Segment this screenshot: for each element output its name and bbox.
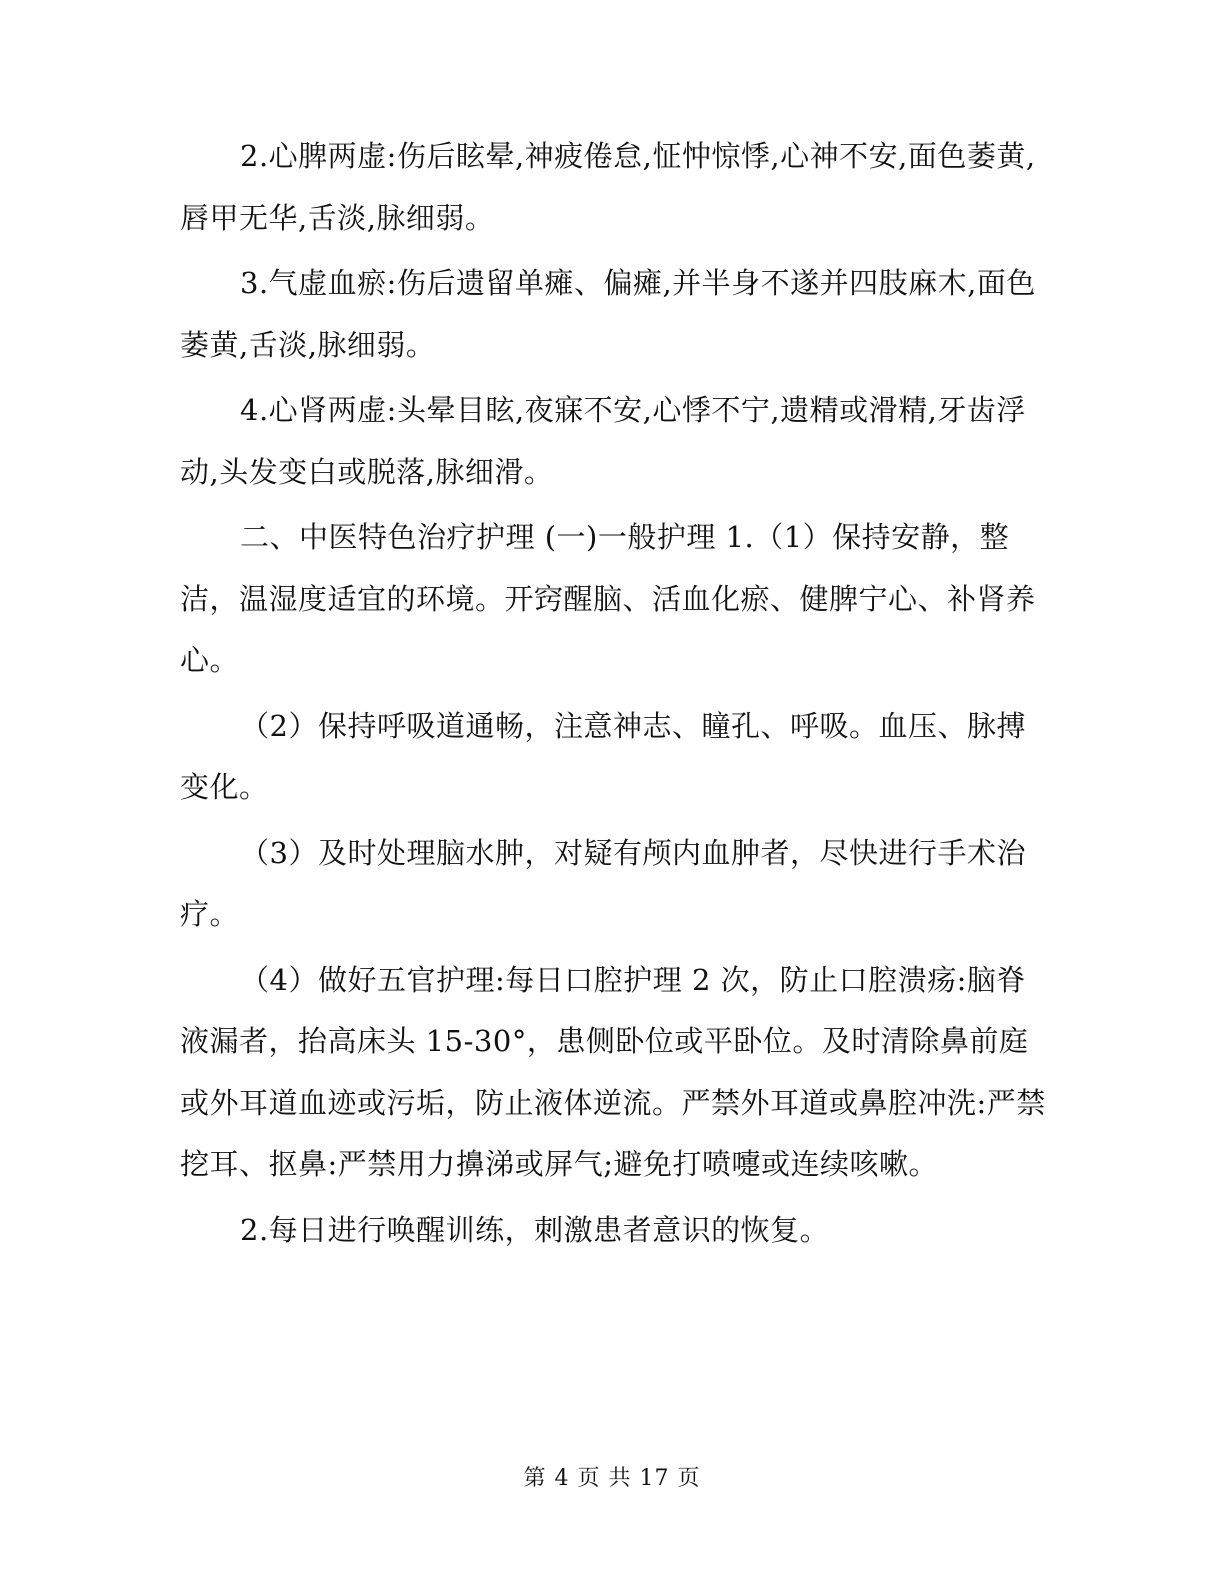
paragraph-tcm-nursing-general: 二、中医特色治疗护理 (一)一般护理 1.（1）保持安静，整洁，温湿度适宜的环境。开窍醒脑、活血化瘀、健脾宁心、补肾养心。: [180, 520, 1036, 677]
paragraph-facial-organ-care: （4）做好五官护理:每日口腔护理 2 次，防止口腔溃疡:脑脊液漏者，抬高床头 15-30°，患侧卧位或平卧位。及时清除鼻前庭或外耳道血迹或污垢，防止液体逆流。严禁外耳道或鼻腔冲洗:严禁挖耳、抠鼻:严禁用力擤涕或屏气;避免打喷嚏或连续咳嗽。: [180, 962, 1046, 1181]
page-number-footer: 第 4 页 共 17 页: [523, 1466, 701, 1491]
paragraph-qi-deficiency-blood-stasis: 3.气虚血瘀:伤后遗留单瘫、偏瘫,并半身不遂并四肢麻木,面色萎黄,舌淡,脉细弱。: [180, 266, 1036, 362]
paragraph-heart-kidney-deficiency: 4.心肾两虚:头晕目眩,夜寐不安,心悸不宁,遗精或滑精,牙齿浮动,头发变白或脱落,脉细滑。: [180, 393, 1026, 489]
paragraph-heart-spleen-deficiency: 2.心脾两虚:伤后眩晕,神疲倦怠,怔忡惊悸,心神不安,面色萎黄,唇甲无华,舌淡,脉细弱。: [180, 139, 1036, 235]
paragraph-airway: （2）保持呼吸道通畅，注意神志、瞳孔、呼吸。血压、脉搏变化。: [180, 708, 1026, 804]
paragraph-cerebral-edema: （3）及时处理脑水肿，对疑有颅内血肿者，尽快进行手术治疗。: [180, 835, 1026, 931]
document-body: [180, 126, 1050, 1265]
paragraph-awakening-training: 2.每日进行唤醒训练，刺激患者意识的恢复。: [240, 1212, 830, 1247]
